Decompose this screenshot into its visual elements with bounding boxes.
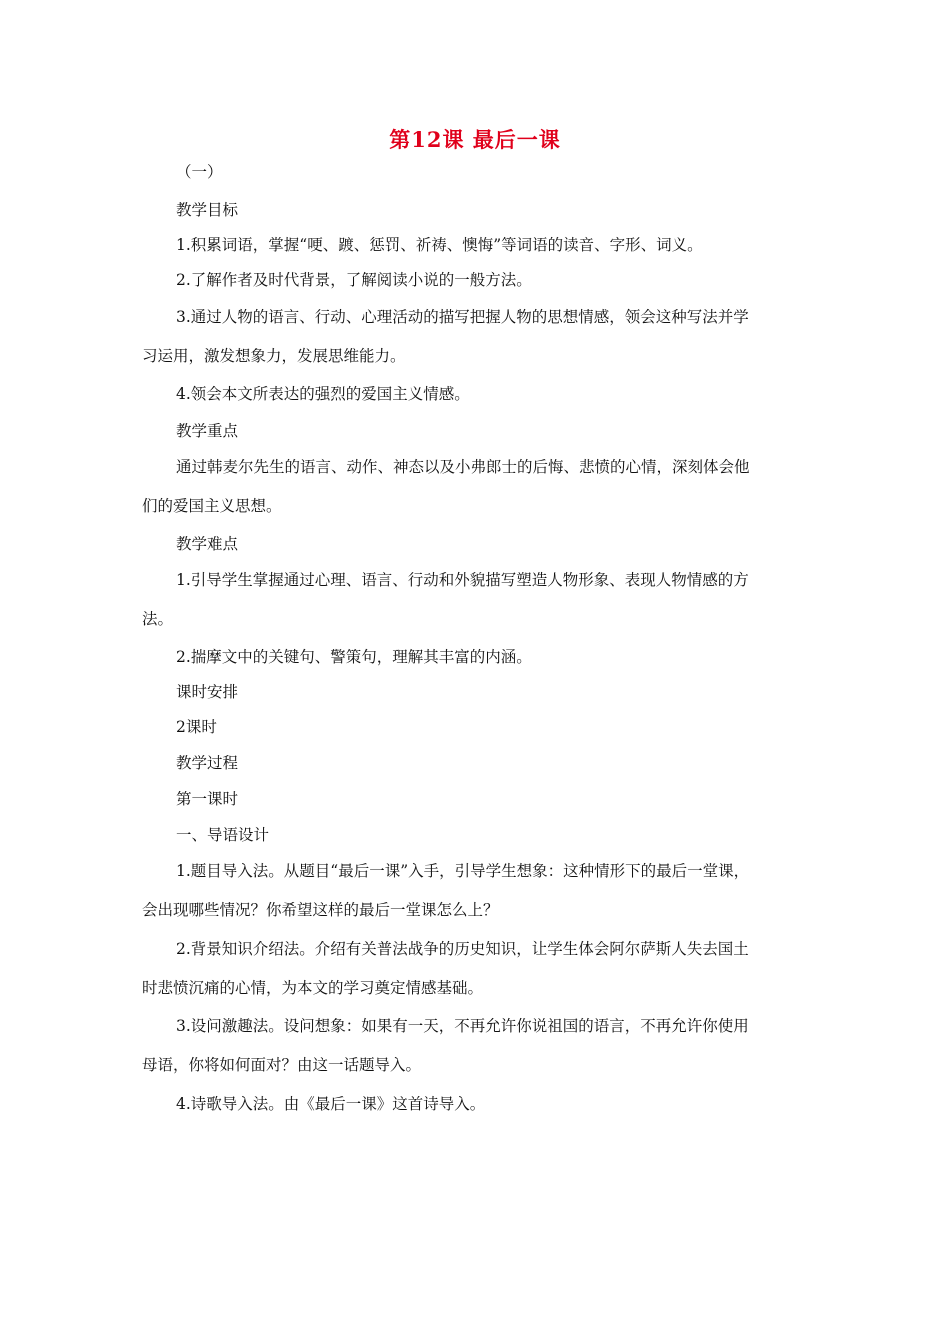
section-marker: （一） xyxy=(176,163,223,181)
intro-4: 4.诗歌导入法。由《最后一课》这首诗导入。 xyxy=(176,1095,486,1113)
difficulty-2: 2.揣摩文中的关键句、警策句，理解其丰富的内涵。 xyxy=(176,648,532,666)
intro-2-line-1: 2.背景知识介绍法。介绍有关普法战争的历史知识，让学生体会阿尔萨斯人失去国土 xyxy=(176,940,749,958)
intro-design-heading: 一、导语设计 xyxy=(176,826,270,844)
lesson-title: 第12课 最后一课 xyxy=(389,127,561,152)
goal-1: 1.积累词语，掌握“哽、踱、惩罚、祈祷、懊悔”等词语的读音、字形、词义。 xyxy=(176,236,703,254)
difficulty-1-line-1: 1.引导学生掌握通过心理、语言、行动和外貌描写塑造人物形象、表现人物情感的方 xyxy=(176,571,749,589)
intro-1-line-1: 1.题目导入法。从题目“最后一课”入手，引导学生想象：这种情形下的最后一堂课， xyxy=(176,862,750,880)
intro-1-line-2: 会出现哪些情况？你希望这样的最后一堂课怎么上？ xyxy=(142,901,499,919)
difficulty-1-line-2: 法。 xyxy=(142,610,174,628)
goal-3-line-1: 3.通过人物的语言、行动、心理活动的描写把握人物的思想情感，领会这种写法并学 xyxy=(176,308,749,326)
goal-3-line-2: 习运用，激发想象力，发展思维能力。 xyxy=(142,347,406,365)
first-class-heading: 第一课时 xyxy=(176,790,239,808)
key-points-line-2: 们的爱国主义思想。 xyxy=(142,497,282,515)
heading-difficulties: 教学难点 xyxy=(176,535,239,553)
intro-2-line-2: 时悲愤沉痛的心情，为本文的学习奠定情感基础。 xyxy=(142,979,484,997)
key-points-line-1: 通过韩麦尔先生的语言、动作、神态以及小弗郎士的后悔、悲愤的心情，深刻体会他 xyxy=(176,458,750,476)
heading-process: 教学过程 xyxy=(176,754,239,772)
goal-2: 2.了解作者及时代背景，了解阅读小说的一般方法。 xyxy=(176,271,532,289)
heading-key-points: 教学重点 xyxy=(176,422,239,440)
heading-schedule: 课时安排 xyxy=(176,683,239,701)
schedule-value: 2课时 xyxy=(176,718,217,736)
heading-teaching-goals: 教学目标 xyxy=(176,201,239,219)
goal-4: 4.领会本文所表达的强烈的爱国主义情感。 xyxy=(176,385,470,403)
intro-3-line-2: 母语，你将如何面对？由这一话题导入。 xyxy=(142,1056,422,1074)
intro-3-line-1: 3.设问激趣法。设问想象：如果有一天，不再允许你说祖国的语言，不再允许你使用 xyxy=(176,1017,749,1035)
